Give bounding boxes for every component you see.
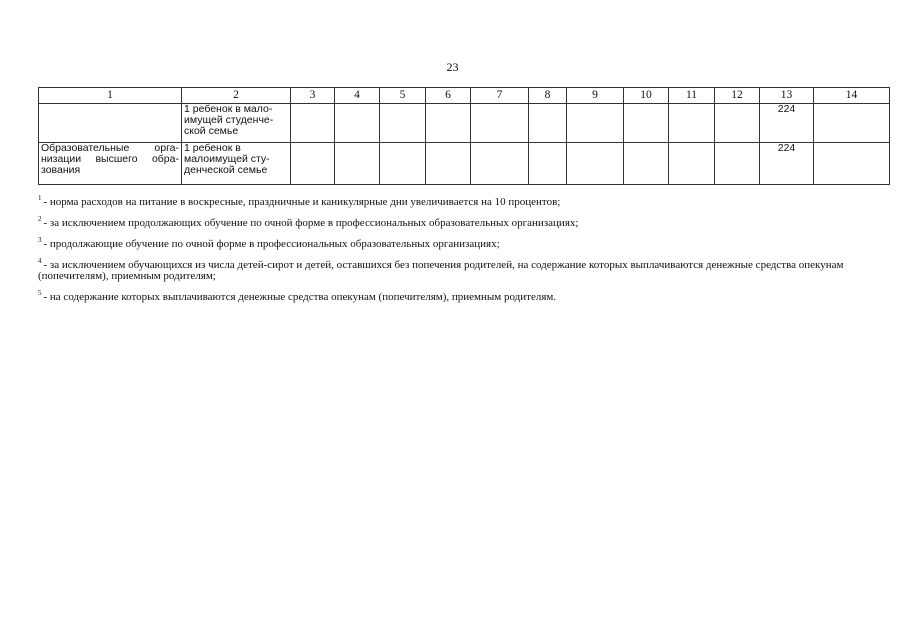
footnote-text: - за исключением продолжающих обучение по очной форме в профессиональных образовательных организациях; <box>43 217 579 229</box>
table-cell <box>291 104 335 143</box>
table-cell <box>715 143 760 185</box>
footnote <box>38 288 886 303</box>
footnote <box>38 214 886 229</box>
footnote <box>38 235 886 250</box>
column-header: 1 <box>39 88 182 104</box>
table-cell <box>624 143 669 185</box>
table-cell <box>380 143 426 185</box>
footnote-mark: 5 <box>38 289 42 297</box>
column-header: 12 <box>715 88 760 104</box>
table-cell <box>567 104 624 143</box>
category-cell: 1 ребенок в малоимущей сту-денческой семье <box>182 143 291 185</box>
column-header: 3 <box>291 88 335 104</box>
header-row <box>39 88 890 104</box>
organization-cell <box>39 104 182 143</box>
footnote-text: - за исключением обучающихся из числа детей-сирот и детей, оставшихся без попечения родителей, на содержание которых выплачиваются денежные средства опекунам (попечителям), приемным родителям; <box>38 259 844 282</box>
column-header: 6 <box>426 88 471 104</box>
footnote-mark: 2 <box>38 215 42 223</box>
column-header: 10 <box>624 88 669 104</box>
footnote-text: - на содержание которых выплачиваются денежные средства опекунам (попечителям), приемным родителям. <box>43 291 557 303</box>
table-cell <box>426 143 471 185</box>
table-row <box>39 104 890 143</box>
table-cell <box>567 143 624 185</box>
column-header: 5 <box>380 88 426 104</box>
footnote-mark: 1 <box>38 194 42 202</box>
table-cell <box>814 143 890 185</box>
footnote-mark: 3 <box>38 236 42 244</box>
table-cell <box>529 143 567 185</box>
table-cell <box>624 104 669 143</box>
table-cell <box>471 104 529 143</box>
page-number: 23 <box>446 60 459 74</box>
column-header: 9 <box>567 88 624 104</box>
category-cell: 1 ребенок в мало-имущей студенче-ской семье <box>182 104 291 143</box>
column-header: 4 <box>335 88 380 104</box>
table-row <box>39 143 890 185</box>
norms-table <box>38 87 890 185</box>
column-header: 2 <box>182 88 291 104</box>
table-cell <box>471 143 529 185</box>
footnotes <box>38 193 886 309</box>
footnote <box>38 256 886 282</box>
value-cell: 224 <box>760 104 814 143</box>
column-header: 7 <box>471 88 529 104</box>
table-cell <box>669 104 715 143</box>
table-cell <box>814 104 890 143</box>
table-cell <box>529 104 567 143</box>
organization-cell: Образовательные орга-низации высшего обра-зования <box>39 143 182 185</box>
column-header: 14 <box>814 88 890 104</box>
footnote-text: - норма расходов на питание в воскресные, праздничные и каникулярные дни увеличивается на 10 процентов; <box>43 196 561 208</box>
table-cell <box>335 143 380 185</box>
value-cell: 224 <box>760 143 814 185</box>
footnote-mark: 4 <box>38 257 42 265</box>
table-cell <box>335 104 380 143</box>
footnote <box>38 193 886 208</box>
table-cell <box>669 143 715 185</box>
table-cell <box>426 104 471 143</box>
column-header: 8 <box>529 88 567 104</box>
table-cell <box>291 143 335 185</box>
table-cell <box>715 104 760 143</box>
table-cell <box>380 104 426 143</box>
footnote-text: - продолжающие обучение по очной форме в профессиональных образовательных организациях; <box>43 238 500 250</box>
column-header: 13 <box>760 88 814 104</box>
column-header: 11 <box>669 88 715 104</box>
